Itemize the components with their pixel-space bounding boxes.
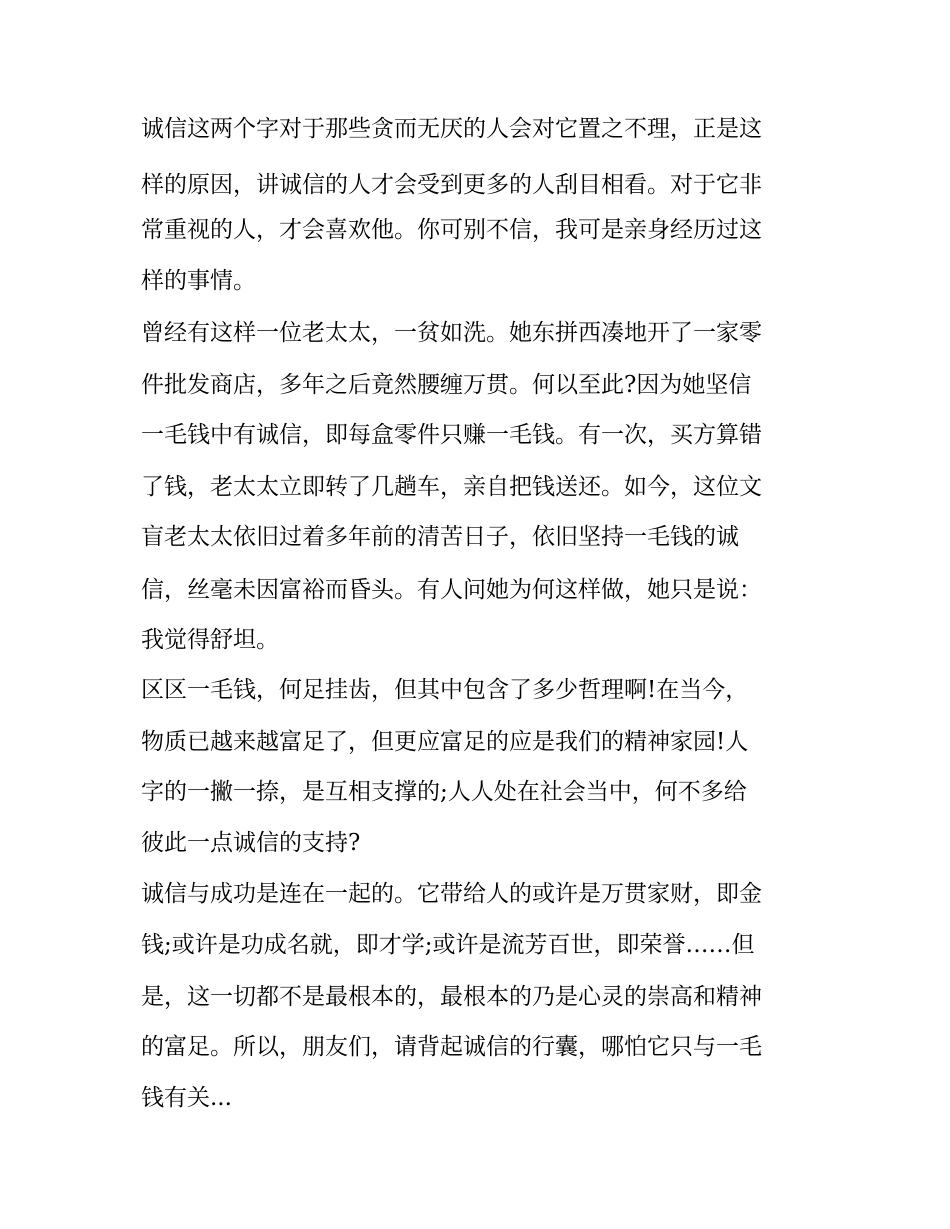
text-line: 区区一毛钱，何足挂齿，但其中包含了多少哲理啊!在当今， (141, 677, 749, 703)
text-line: 钱有关... (141, 1085, 232, 1111)
text-line: 是，这一切都不是最根本的，最根本的乃是心灵的崇高和精神 (141, 984, 762, 1010)
text-line: 样的事情。 (141, 268, 256, 294)
text-line: 诚信与成功是连在一起的。它带给人的或许是万贯家财，即金 (141, 881, 762, 907)
text-line: 诚信这两个字对于那些贪而无厌的人会对它置之不理，正是这 (141, 116, 762, 142)
text-line: 物质已越来越富足了，但更应富足的应是我们的精神家园!人 (141, 729, 749, 755)
text-line: 盲老太太依旧过着多年前的清苦日子，依旧坚持一毛钱的诚 (141, 524, 739, 550)
text-line: 曾经有这样一位老太太，一贫如洗。她东拼西凑地开了一家零 (141, 320, 762, 346)
text-line: 一毛钱中有诚信，即每盒零件只赚一毛钱。有一次，买方算错 (141, 422, 762, 448)
text-line: 常重视的人，才会喜欢他。你可别不信，我可是亲身经历过这 (141, 217, 762, 243)
text-line: 字的一撇一捺，是互相支撑的;人人处在社会当中，何不多给 (141, 779, 747, 805)
text-line: 件批发商店，多年之后竟然腰缠万贯。何以至此?因为她坚信 (141, 372, 752, 398)
text-line: 样的原因，讲诚信的人才会受到更多的人刮目相看。对于它非 (141, 172, 762, 198)
text-line: 钱;或许是功成名就，即才学;或许是流芳百世，即荣誉……但 (141, 932, 755, 958)
text-line: 信，丝毫未因富裕而昏头。有人问她为何这样做，她只是说： (141, 577, 762, 603)
text-line: 的富足。所以，朋友们，请背起诚信的行囊，哪怕它只与一毛 (141, 1034, 762, 1060)
text-line: 彼此一点诚信的支持? (141, 830, 361, 856)
text-line: 我觉得舒坦。 (141, 627, 279, 653)
text-line: 了钱，老太太立即转了几趟车，亲自把钱送还。如今，这位文 (141, 474, 762, 500)
